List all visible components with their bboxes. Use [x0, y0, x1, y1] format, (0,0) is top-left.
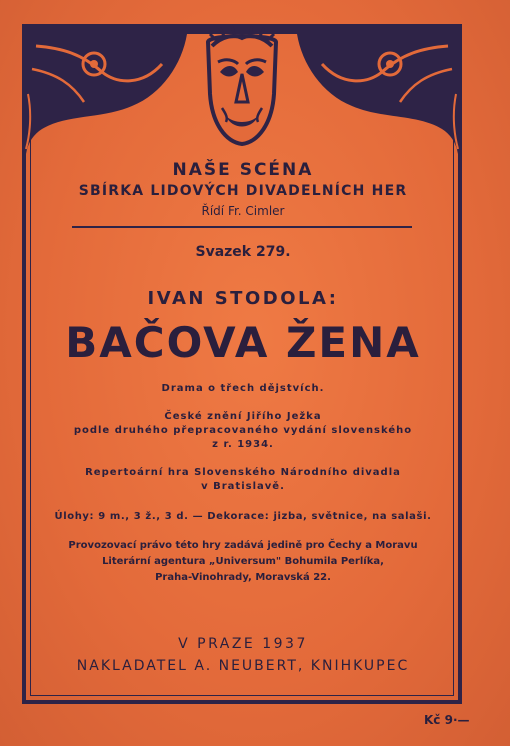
- place-year: V PRAZE 1937: [178, 636, 308, 652]
- genre-line: Drama o třech dějstvích.: [161, 383, 325, 394]
- rights-line-3: Praha-Vinohrady, Moravská 22.: [155, 572, 331, 583]
- translation-line-1: České znění Jiřího Ježka: [164, 411, 322, 422]
- translation-line-2: podle druhého přepracovaného vydání slovenského: [73, 425, 413, 436]
- series-title: NAŠE SCÉNA: [172, 160, 314, 180]
- publisher-line: NAKLADATEL A. NEUBERT, KNIHKUPEC: [76, 658, 410, 674]
- editor-line: Řídí Fr. Cimler: [201, 204, 285, 218]
- theater-mask-curtain-icon: [22, 24, 462, 154]
- volume-number: Svazek 279.: [195, 244, 291, 260]
- rights-line-2: Literární agentura „Universum" Bohumila Perlíka,: [102, 556, 384, 567]
- author-name: IVAN STODOLA:: [147, 288, 339, 309]
- roles-line: Úlohy: 9 m., 3 ž., 3 d. — Dekorace: jizba, světnice, na salaši.: [54, 511, 432, 522]
- repertoire-line-2: v Bratislavě.: [201, 481, 285, 492]
- collection-title: SBÍRKA LIDOVÝCH DIVADELNÍCH HER: [78, 183, 408, 199]
- translation-line-3: z r. 1934.: [212, 439, 274, 450]
- divider: [72, 226, 412, 228]
- book-title: BAČOVA ŽENA: [65, 318, 421, 367]
- rights-line-1: Provozovací právo této hry zadává jedině pro Čechy a Moravu: [68, 540, 418, 551]
- price-label: Kč 9·—: [424, 713, 470, 727]
- repertoire-line-1: Repertoární hra Slovenského Národního divadla: [85, 467, 401, 478]
